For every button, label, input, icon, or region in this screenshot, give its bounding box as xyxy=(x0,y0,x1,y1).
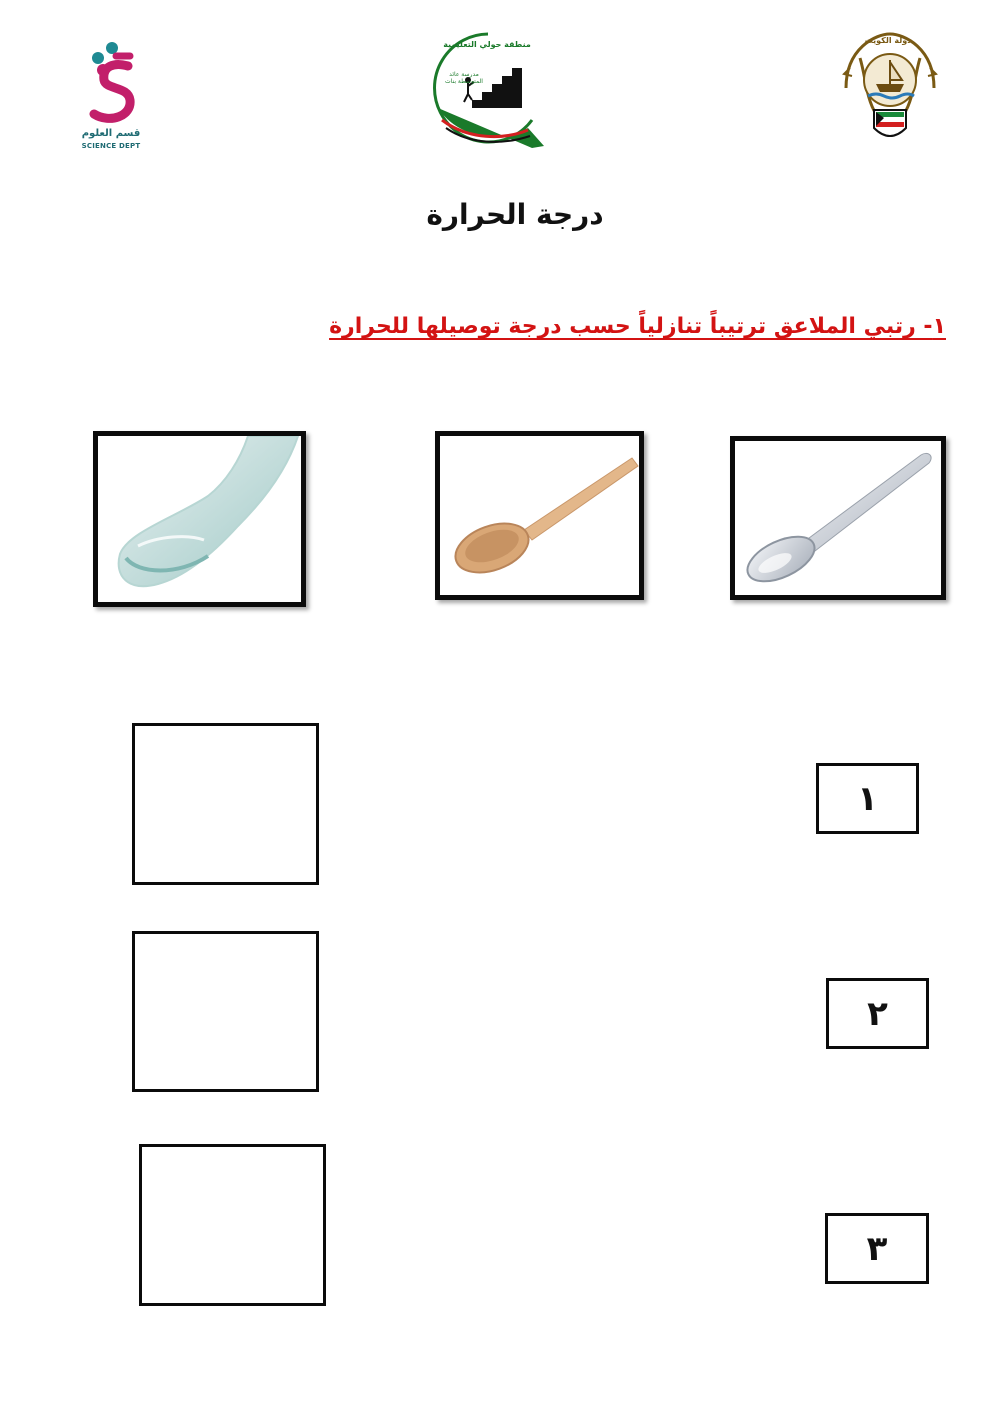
page-title: درجة الحرارة xyxy=(426,198,604,231)
question-text: ١- رتبي الملاعق ترتيباً تنازلياً حسب درجة توصيلها للحرارة xyxy=(329,314,946,339)
school-name-text: مدرسة عائد المتوسطة بنات xyxy=(445,71,483,85)
metal-spoon-image xyxy=(735,441,941,595)
answer-box-2[interactable] xyxy=(132,931,319,1092)
science-dept-logo xyxy=(84,40,140,126)
kuwait-emblem xyxy=(836,28,944,150)
wooden-spoon-frame[interactable] xyxy=(435,431,644,600)
dept-name-arabic: قسم العلوم xyxy=(81,128,141,139)
rank-label-2: ٢ xyxy=(826,978,929,1049)
metal-spoon-frame[interactable] xyxy=(730,436,946,600)
glass-spoon-frame[interactable] xyxy=(93,431,306,607)
emblem-country-text: دولة الكويت xyxy=(864,36,912,45)
rank-label-1: ١ xyxy=(816,763,919,834)
answer-box-3[interactable] xyxy=(139,1144,326,1306)
glass-spoon-image xyxy=(98,436,301,602)
school-ring-text: منطقة حولي التعليمية xyxy=(443,40,531,49)
rank-label-3: ٣ xyxy=(825,1213,929,1284)
dept-name-english: SCIENCE DEPT xyxy=(81,142,141,150)
wooden-spoon-image xyxy=(440,436,639,595)
answer-box-1[interactable] xyxy=(132,723,319,885)
